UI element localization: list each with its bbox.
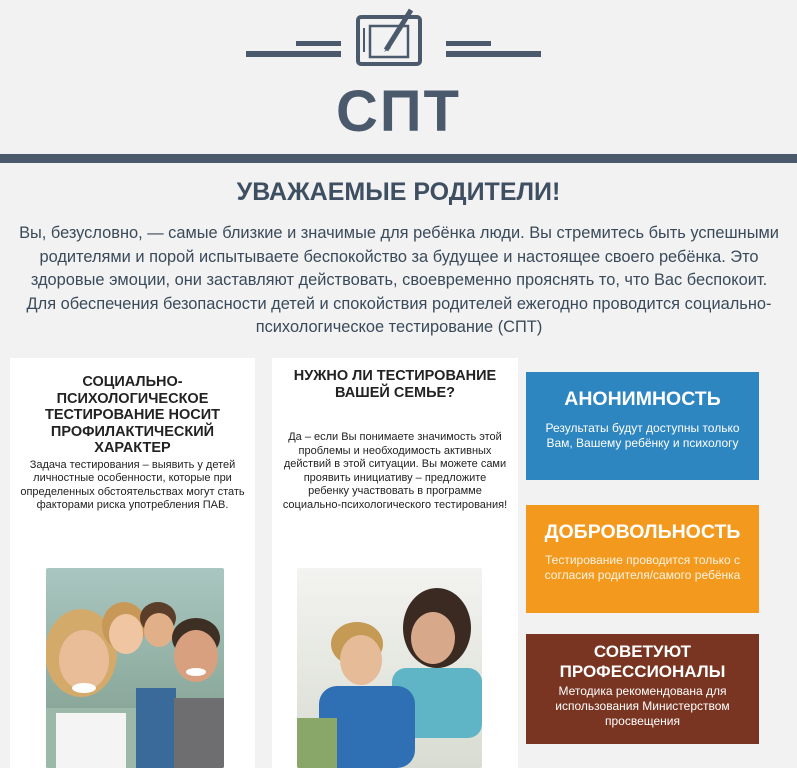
- intro-paragraph: Вы, безусловно, — самые близкие и значимые для ребёнка люди. Вы стремитесь быть успешными родителями и порой испытываете беспокойство за будущее и настоящее своего ребёнка. Это здоровые эмоции, они заставляют действовать, своевременно прояснять то, что Вас беспокоит. Для обеспечения безопасности детей и спокойствия родителей ежегодно проводится социально-психологическое тестирование (СПТ): [19, 224, 779, 336]
- family-card-title: НУЖНО ЛИ ТЕСТИРОВАНИЕ ВАШЕЙ СЕМЬЕ?: [293, 368, 497, 401]
- anonymity-text: Результаты будут доступны только Вам, Вашему ребёнку и психологу: [545, 421, 740, 450]
- drawing-tablet-pen-icon: [358, 10, 420, 64]
- prevention-card-text: Задача тестирования – выявить у детей личностные особенности, которые при определенных обстоятельствах могут стать факторами риска употребления ПАВ.: [20, 458, 245, 512]
- professionals-text: Методика рекомендована для использования Министерством просвещения: [555, 684, 730, 728]
- voluntariness-box: [526, 505, 759, 613]
- title-divider: [0, 154, 797, 163]
- family-photo: [46, 568, 224, 768]
- mother-son-photo: [297, 568, 482, 768]
- header-decoration: [0, 0, 797, 70]
- anonymity-box: [526, 372, 759, 480]
- prevention-card-title: СОЦИАЛЬНО-ПСИХОЛОГИЧЕСКОЕ ТЕСТИРОВАНИЕ НОСИТ ПРОФИЛАКТИЧЕСКИЙ ХАРАКТЕР: [45, 374, 220, 456]
- anonymity-title: АНОНИМНОСТЬ: [564, 388, 721, 410]
- subtitle: УВАЖАЕМЫЕ РОДИТЕЛИ!: [236, 178, 561, 206]
- professionals-box: [526, 634, 759, 744]
- family-card-text: Да – если Вы понимаете значимость этой проблемы и необходимость активных действий в этой ситуации. Вы можете сами проявить инициативу – предложите ребенку участвовать в программе социально-психологического тестирования!: [282, 431, 508, 511]
- page-title: СПТ: [335, 79, 461, 144]
- voluntariness-text: Тестирование проводится только с согласия родителя/самого ребёнка: [544, 553, 741, 582]
- professionals-title: СОВЕТУЮТ ПРОФЕССИОНАЛЫ: [559, 642, 726, 681]
- voluntariness-title: ДОБРОВОЛЬНОСТЬ: [544, 521, 741, 543]
